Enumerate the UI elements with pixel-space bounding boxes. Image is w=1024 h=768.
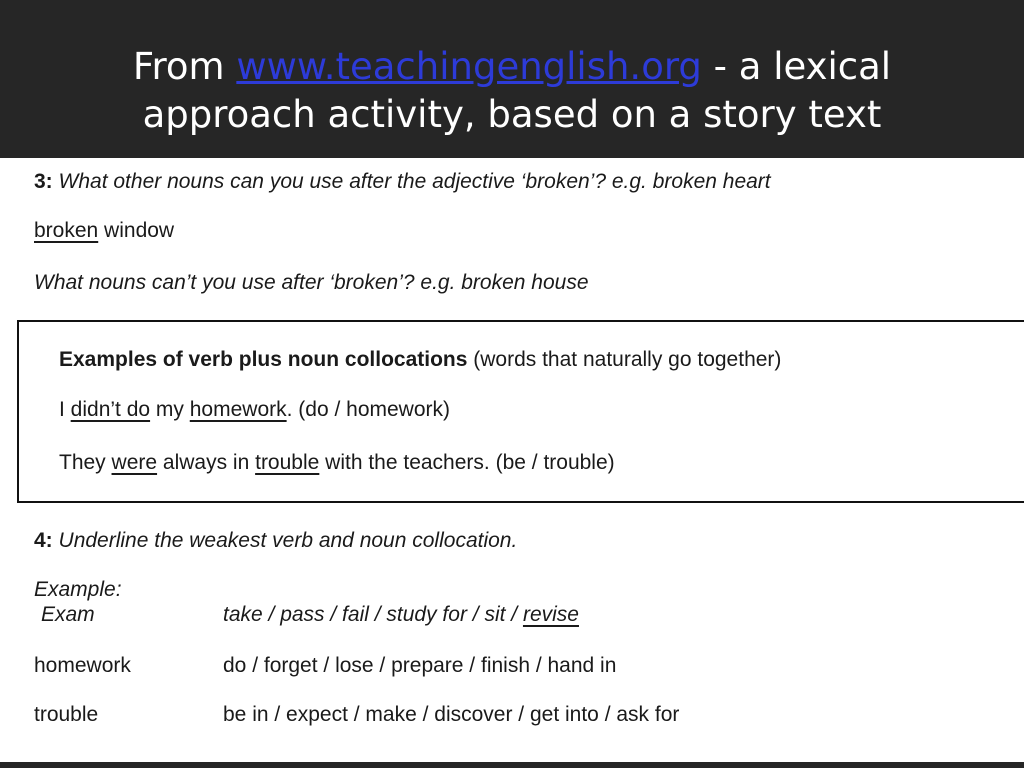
q4-row-options xyxy=(223,603,579,627)
box-heading xyxy=(59,348,781,372)
q4-row-noun: Exam xyxy=(41,603,95,626)
ex1-pre: I xyxy=(59,398,71,421)
box-example-1 xyxy=(59,398,450,422)
title-line-2: approach activity, based on a story text xyxy=(142,93,882,136)
ex1-mid: my xyxy=(150,398,190,421)
q4-prompt-text: Underline the weakest verb and noun collocation. xyxy=(52,529,518,552)
q4-row-noun: homework xyxy=(34,654,131,677)
title-line-1 xyxy=(0,43,1024,91)
title-suffix: - a lexical xyxy=(701,45,892,88)
q4-row-underlined: revise xyxy=(522,603,579,626)
title-prefix: From xyxy=(132,45,237,88)
q3-example xyxy=(34,219,174,243)
box-heading-title: Examples of verb plus noun collocations xyxy=(59,348,468,371)
ex2-pre: They xyxy=(59,451,112,474)
box-example-2 xyxy=(59,451,615,475)
ex2-post: with the teachers. (be / trouble) xyxy=(319,451,615,474)
q3-prompt xyxy=(34,170,771,194)
q4-row-options: do / forget / lose / prepare / finish / hand in xyxy=(223,654,617,677)
q4-prompt xyxy=(34,529,517,553)
q3-prompt-text: What other nouns can you use after the adjective ‘broken’? e.g. broken heart xyxy=(52,170,771,193)
q4-row-options: be in / expect / make / discover / get into / ask for xyxy=(223,703,680,726)
q3-example-word: broken xyxy=(34,219,99,242)
ex2-verb: were xyxy=(111,451,158,474)
q4-number: 4: xyxy=(34,529,53,552)
ex1-noun: homework xyxy=(189,398,287,421)
ex1-post: . (do / homework) xyxy=(286,398,451,421)
ex2-noun: trouble xyxy=(255,451,320,474)
q3-prompt-2: What nouns can’t you use after ‘broken’? e.g. broken house xyxy=(34,271,589,294)
title-link[interactable]: www.teachingenglish.org xyxy=(236,45,702,88)
collocations-box xyxy=(17,320,1024,503)
q4-row-options-text: take / pass / fail / study for / sit / xyxy=(223,603,523,626)
ex1-verb: didn’t do xyxy=(70,398,151,421)
worksheet-image xyxy=(0,158,1024,762)
box-heading-note: (words that naturally go together) xyxy=(467,348,782,371)
q4-row-noun: trouble xyxy=(34,703,99,726)
slide-title xyxy=(0,0,1024,158)
ex2-mid: always in xyxy=(157,451,256,474)
q3-example-noun: window xyxy=(98,219,175,242)
q3-number: 3: xyxy=(34,170,53,193)
q4-example-label: Example: xyxy=(34,578,122,601)
